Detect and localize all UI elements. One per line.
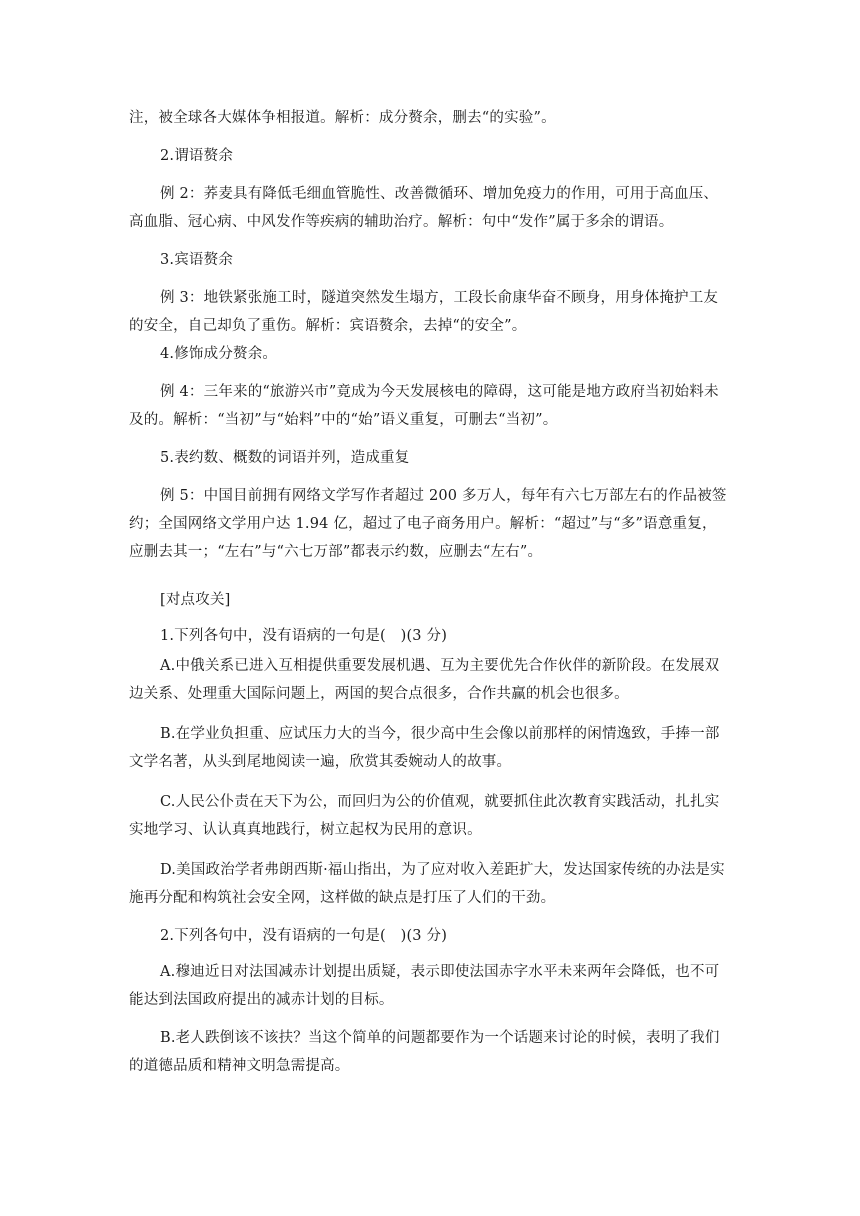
question-1-option-c: C.人民公仆责在天下为公，而回归为公的价值观，就要抓住此次教育实践活动，扎扎实实地学习、认认真真地践行，树立起权为民用的意识。 (129, 794, 720, 838)
paragraph-example-2: 例 2：荞麦具有降低毛细血管脆性、改善微循环、增加免疫力的作用，可用于高血压、高血脂、冠心病、中风发作等疾病的辅助治疗。解析：句中“发作”属于多余的谓语。 (129, 186, 719, 230)
section-heading-practice: [对点攻关] (160, 592, 231, 608)
question-2-option-a: A.穆迪近日对法国减赤计划提出质疑，表示即使法国赤字水平未来两年会降低，也不可能达到法国政府提出的减赤计划的目标。 (129, 964, 720, 1008)
paragraph-analysis-1: 注，被全球各大媒体争相报道。解析：成分赘余，删去“的实验”。 (129, 110, 556, 126)
question-2-option-b: B.老人跌倒该不该扶？当这个简单的问题都要作为一个话题来讨论的时候，表明了我们的道德品质和精神文明急需提高。 (129, 1030, 720, 1074)
question-1-option-d: D.美国政治学者弗朗西斯·福山指出，为了应对收入差距扩大，发达国家传统的办法是实施再分配和构筑社会安全网，这样做的缺点是打压了人们的干劲。 (129, 862, 725, 906)
heading-approximate-number: 5.表约数、概数的词语并列，造成重复 (160, 450, 410, 466)
heading-modifier-redundancy: 4.修饰成分赘余。 (160, 346, 278, 362)
question-1-option-b: B.在学业负担重、应试压力大的当今，很少高中生会像以前那样的闲情逸致，手捧一部文学名著，从头到尾地阅读一遍，欣赏其委婉动人的故事。 (129, 726, 720, 770)
paragraph-example-5: 例 5：中国目前拥有网络文学写作者超过 200 多万人，每年有六七万部左右的作品被签约；全国网络文学用户达 1.94 亿，超过了电子商务用户。解析：“超过”与“多”语意重复，应删去其一；“左右”与“六七万部”都表示约数，应删去“左右”。 (129, 488, 727, 560)
heading-predicate-redundancy: 2.谓语赘余 (160, 148, 234, 164)
paragraph-example-4: 例 4：三年来的“旅游兴市”竟成为今天发展核电的障碍，这可能是地方政府当初始料未及的。解析：“当初”与“始料”中的“始”语义重复，可删去“当初”。 (129, 384, 719, 428)
question-1-option-a: A.中俄关系已进入互相提供重要发展机遇、互为主要优先合作伙伴的新阶段。在发展双边关系、处理重大国际问题上，两国的契合点很多，合作共赢的机会也很多。 (129, 658, 720, 702)
question-1-stem: 1.下列各句中，没有语病的一句是( )(3 分) (160, 628, 448, 644)
paragraph-example-3: 例 3：地铁紧张施工时，隧道突然发生塌方，工段长俞康华奋不顾身，用身体掩护工友的安全，自己却负了重伤。解析：宾语赘余，去掉“的安全”。 (129, 290, 719, 334)
question-2-stem: 2.下列各句中，没有语病的一句是( )(3 分) (160, 928, 448, 944)
heading-object-redundancy: 3.宾语赘余 (160, 252, 234, 268)
